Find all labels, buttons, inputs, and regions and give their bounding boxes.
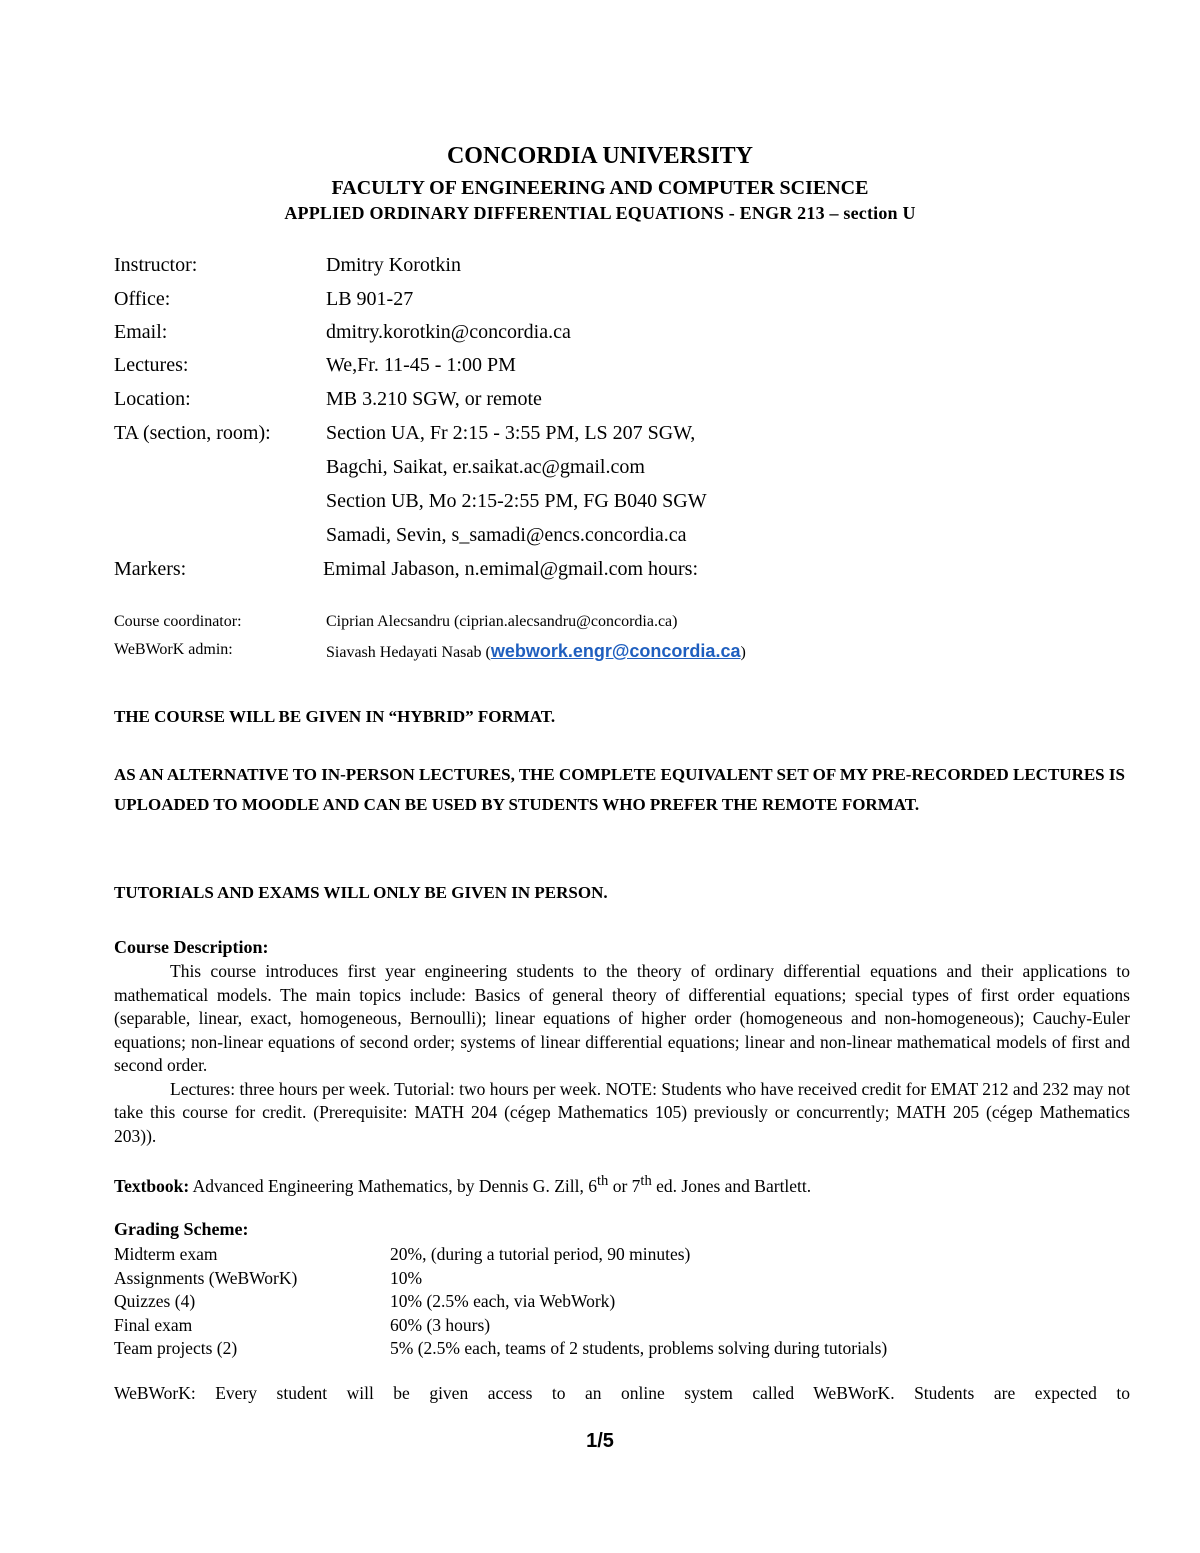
notice-in-person: TUTORIALS AND EXAMS WILL ONLY BE GIVEN IN PERSON. — [114, 883, 608, 902]
info-value: dmitry.korotkin@concordia.ca — [326, 321, 571, 343]
course-description-p1: This course introduces first year engineering students to the theory of ordinary differential equations and their applications to mathematical models. The main topics include: Basics of general theory of differential equations; special types of first order equations (separable, linear, exact, homogeneous, Bernoulli); linear equations of higher order (homogeneous and non-homogeneous); Cauchy-Euler equations; non-linear equations of second order; systems of linear differential equations; linear and non-linear mathematical models of first and second order. — [114, 961, 1130, 1075]
textbook-sup-1: th — [596, 1173, 609, 1189]
textbook-text-c: ed. Jones and Bartlett. — [651, 1175, 812, 1196]
textbook-text-a: Advanced Engineering Mathematics, by Dennis G. Zill, 6 — [189, 1175, 597, 1196]
info-value: Bagchi, Saikat, er.saikat.ac@gmail.com — [326, 456, 645, 478]
course-title: APPLIED ORDINARY DIFFERENTIAL EQUATIONS - ENGR 213 – section U — [284, 203, 916, 223]
info-value: Section UA, Fr 2:15 - 3:55 PM, LS 207 SGW, — [326, 422, 696, 444]
webwork-admin-close: ) — [740, 644, 746, 661]
notice-prerecorded: AS AN ALTERNATIVE TO IN-PERSON LECTURES, THE COMPLETE EQUIVALENT SET OF MY PRE-RECORDED LECTURES IS UPLOADED TO MOODLE AND CAN BE USED BY STUDENTS WHO PREFER THE REMOTE FORMAT. — [114, 765, 1125, 814]
grading-item: Final exam — [114, 1314, 193, 1335]
textbook-line — [114, 1173, 811, 1197]
course-description-heading: Course Description: — [114, 937, 269, 957]
info-value: LB 901-27 — [326, 288, 414, 310]
grading-item: Team projects (2) — [114, 1338, 238, 1358]
info-label: Lectures: — [114, 354, 189, 376]
grading-value: 10% (2.5% each, via WebWork) — [390, 1291, 616, 1311]
textbook-label: Textbook: — [114, 1175, 190, 1196]
info-label: Office: — [114, 288, 171, 310]
info-value: We,Fr. 11-45 - 1:00 PM — [326, 354, 516, 376]
grading-heading: Grading Scheme: — [114, 1219, 249, 1239]
textbook-text-b: or 7 — [608, 1175, 641, 1196]
grading-item: Assignments (WeBWorK) — [114, 1267, 298, 1288]
grading-value: 20%, (during a tutorial period, 90 minutes) — [390, 1244, 691, 1264]
info-value: Dmitry Korotkin — [326, 254, 461, 276]
info-value: Section UB, Mo 2:15-2:55 PM, FG B040 SGW — [326, 490, 707, 512]
course-description-p2: Lectures: three hours per week. Tutorial: two hours per week. NOTE: Students who have received credit for EMAT 212 and 232 may not take this course for credit. (Prerequisite: MATH 204 (cégep Mathematics 105) previously or concurrently; MATH 205 (cégep Mathematics 203)). — [114, 1078, 1130, 1146]
textbook-sup-2: th — [640, 1173, 652, 1189]
info-label: Markers: — [114, 558, 187, 580]
webwork-admin-email-link[interactable]: webwork.engr@concordia.ca — [490, 641, 741, 661]
grading-value: 10% — [390, 1267, 423, 1288]
info-value: Samadi, Sevin, s_samadi@encs.concordia.ca — [326, 524, 687, 546]
course-description-text — [114, 960, 1130, 1148]
page-number: 1/5 — [586, 1430, 614, 1452]
coordinator-value: Ciprian Alecsandru (ciprian.alecsandru@concordia.ca) — [326, 613, 678, 630]
university-title: CONCORDIA UNIVERSITY — [446, 143, 754, 169]
faculty-title: FACULTY OF ENGINEERING AND COMPUTER SCIENCE — [331, 177, 869, 199]
grading-value: 60% (3 hours) — [390, 1314, 491, 1335]
webwork-admin-label: WeBWorK admin: — [114, 641, 233, 658]
info-label: Instructor: — [114, 254, 198, 276]
info-label: TA (section, room): — [114, 422, 271, 444]
info-value: MB 3.210 SGW, or remote — [326, 388, 542, 410]
info-label: Location: — [114, 388, 191, 410]
webwork-admin-name: Siavash Hedayati Nasab ( — [326, 644, 491, 661]
webwork-admin-value — [326, 641, 746, 662]
coordinator-label: Course coordinator: — [114, 613, 242, 630]
info-value: Emimal Jabason, n.emimal@gmail.com hours: — [323, 558, 699, 580]
info-label: Email: — [114, 321, 168, 343]
webwork-paragraph: WeBWorK: Every student will be given access to an online system called WeBWorK. Students are expected to — [114, 1383, 1130, 1403]
grading-item: Midterm exam — [114, 1244, 218, 1264]
notice-hybrid: THE COURSE WILL BE GIVEN IN “HYBRID” FORMAT. — [114, 707, 556, 726]
grading-item: Quizzes (4) — [114, 1291, 196, 1311]
grading-value: 5% (2.5% each, teams of 2 students, problems solving during tutorials) — [390, 1338, 888, 1358]
